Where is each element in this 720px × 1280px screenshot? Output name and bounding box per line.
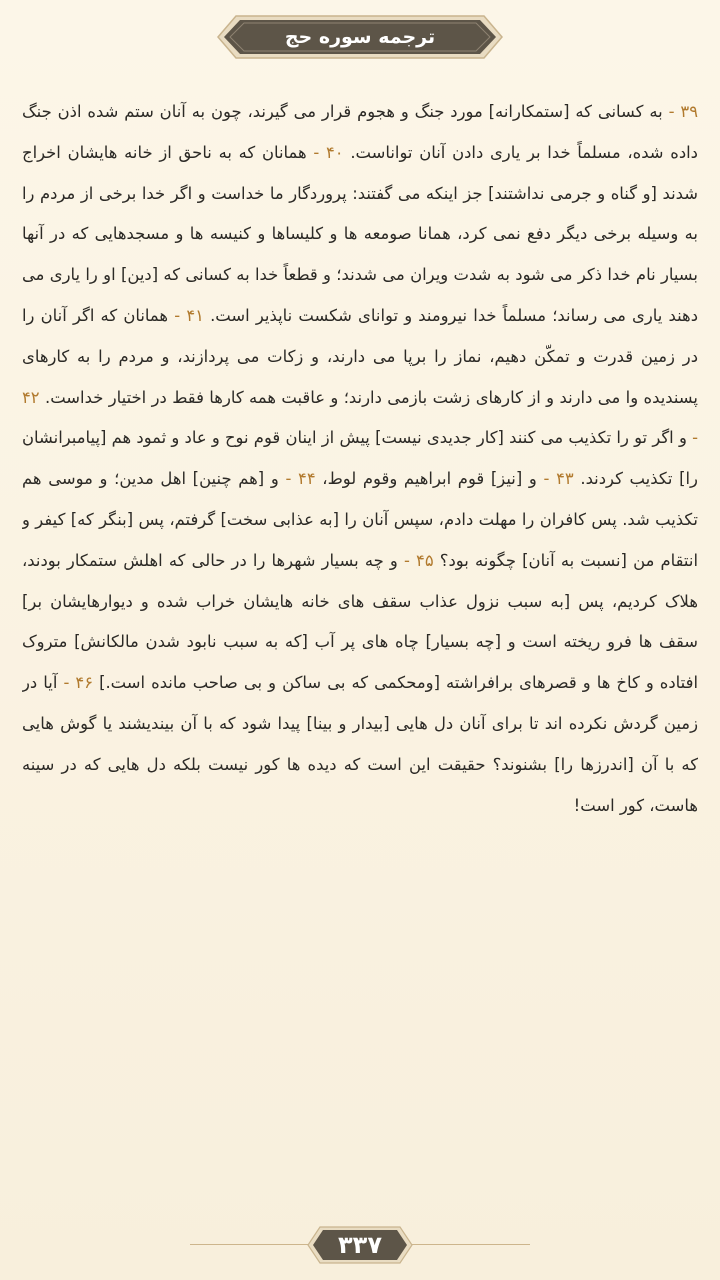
verse-number: ۳۹ -	[662, 102, 698, 121]
verse-number: ۴۴ -	[278, 469, 316, 489]
page-title: ترجمه سوره حج	[284, 26, 436, 48]
verse-text: و [هم چنین] اهل مدین؛ و موسی هم تکذیب شد. پس کافران را مهلت دادم، سپس آنان را [به عذابی سخت] گرفتم، پس [بنگر که] کیفر و انتقام من [نسبت به آنان] چگونه بود؟	[22, 469, 698, 570]
verse-text: و اگر تو را تکذیب می کنند [کار جدیدی نیست] پیش از اینان قوم نوح و عاد و ثمود هم [پیامبرانشان را] تکذیب کردند.	[22, 428, 698, 489]
verse-text: همانان که به ناحق از خانه هایشان اخراج شدند [و گناه و جرمی نداشتند] جز اینکه می گفتند: پروردگار ما خداست و اگر خدا برخی از مردم را به وسیله برخی دیگر دفع نمی کرد، همانا صومعه ها و کلیساها و کنیسه ها و مسجدهایی که در آنها بسیار نام خدا ذکر می شود به شدت ویران می شدند؛ و قطعاً خدا به کسانی که [دین] او را یاری می دهند یاری می رساند؛ مسلماً خدا نیرومند و توانای شکست ناپذیر است.	[22, 142, 698, 325]
verse-text: و چه بسیار شهرها را در حالی که اهلش ستمکار بودند، هلاک کردیم، پس [به سبب نزول عذاب سقف های خانه هایشان خراب شده و دیوارهایشان بر] سقف ها فرو ریخته است و [چه بسیار] چاه های پر آب [که به سبب نابود شدن مالکانش] متروک افتاده و کاخ ها و قصرهای برافراشته [ومحکمی که بی ساکن و بی صاحب مانده است.]	[22, 550, 698, 693]
verse-number: ۴۱ -	[168, 305, 204, 325]
surah-title-banner	[216, 14, 504, 60]
verse-number: ۴۲ -	[22, 387, 698, 448]
verse-text: آیا در زمین گردش نکرده اند تا برای آنان دل هایی [بیدار و بینا] پیدا شود که با آن بیندیشند یا گوش هایی که با آن [اندرزها را] بشنوند؟ حقیقت این است که دیده ها کور نیست بلکه دل هایی که در سینه هاست، کور است!	[22, 673, 698, 815]
translation-text	[22, 92, 698, 1212]
verse-text: به کسانی که [ستمکارانه] مورد جنگ و هجوم قرار می گیرند، چون به آنان ستم شده اذن جنگ داده شده، مسلماً خدا بر یاری دادن آنان تواناست.	[22, 102, 698, 162]
verse-number: ۴۶ -	[57, 673, 94, 693]
page-number: ۳۳۷	[338, 1231, 382, 1259]
verse-number: ۴۳ -	[536, 469, 574, 489]
page-number-badge	[306, 1225, 414, 1265]
footer-divider-left	[190, 1244, 310, 1245]
verse-number: ۴۰ -	[306, 142, 344, 162]
verse-number: ۴۵ -	[397, 550, 434, 570]
footer-divider-right	[410, 1244, 530, 1245]
verse-text: همانان که اگر آنان را در زمین قدرت و تمکّن دهیم، نماز را برپا می دارند، و زکات می پردازند، و مردم را به کارهای پسندیده وا می دارند و از کارهای زشت بازمی دارند؛ و عاقبت همه کارها فقط در اختیار خداست.	[22, 305, 698, 407]
verse-text: و [نیز] قوم ابراهیم وقوم لوط،	[315, 469, 537, 489]
